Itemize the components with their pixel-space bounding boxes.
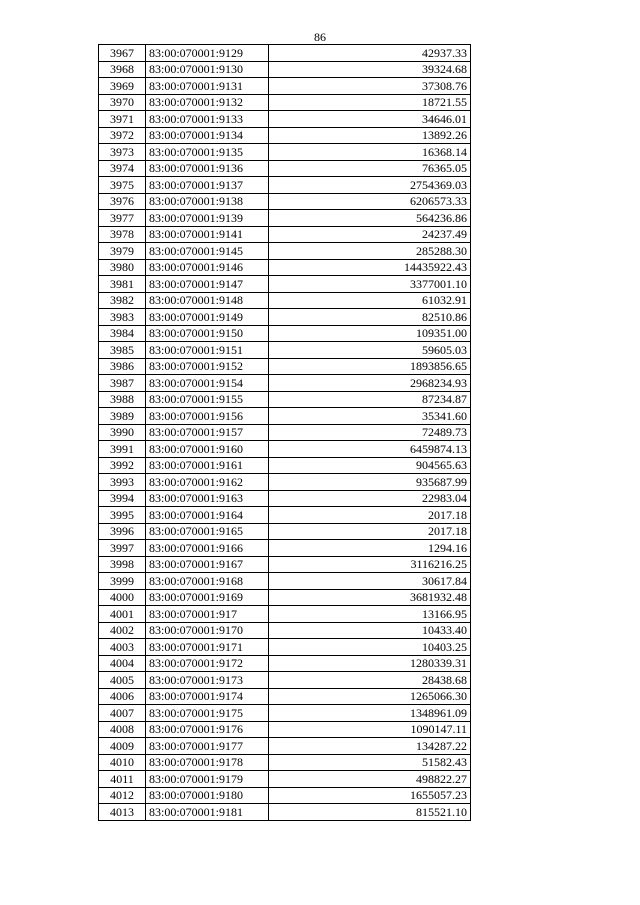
- value-cell: 6206573.33: [269, 193, 471, 210]
- table-row: [99, 738, 471, 755]
- row-number-cell: 3978: [99, 226, 146, 243]
- cadastral-number-cell: 83:00:070001:9168: [146, 573, 269, 590]
- row-number-cell: 3993: [99, 474, 146, 491]
- table-row: [99, 177, 471, 194]
- row-number-cell: 3988: [99, 391, 146, 408]
- value-cell: 37308.76: [269, 78, 471, 95]
- row-number-cell: 3983: [99, 309, 146, 326]
- table-row: [99, 540, 471, 557]
- value-cell: 34646.01: [269, 111, 471, 128]
- cadastral-number-cell: 83:00:070001:9137: [146, 177, 269, 194]
- table-row: [99, 721, 471, 738]
- row-number-cell: 3981: [99, 276, 146, 293]
- value-cell: 39324.68: [269, 61, 471, 78]
- cadastral-number-cell: 83:00:070001:9162: [146, 474, 269, 491]
- value-cell: 3116216.25: [269, 556, 471, 573]
- cadastral-number-cell: 83:00:070001:9157: [146, 424, 269, 441]
- value-cell: 2017.18: [269, 523, 471, 540]
- value-cell: 815521.10: [269, 804, 471, 821]
- cadastral-number-cell: 83:00:070001:9136: [146, 160, 269, 177]
- row-number-cell: 4002: [99, 622, 146, 639]
- table-row: [99, 672, 471, 689]
- table-row: [99, 688, 471, 705]
- row-number-cell: 3979: [99, 243, 146, 260]
- row-number-cell: 3969: [99, 78, 146, 95]
- value-cell: 61032.91: [269, 292, 471, 309]
- table-row: [99, 375, 471, 392]
- cadastral-number-cell: 83:00:070001:9165: [146, 523, 269, 540]
- cadastral-number-cell: 83:00:070001:9130: [146, 61, 269, 78]
- row-number-cell: 3972: [99, 127, 146, 144]
- table-row: [99, 771, 471, 788]
- row-number-cell: 3994: [99, 490, 146, 507]
- value-cell: 10433.40: [269, 622, 471, 639]
- value-cell: 109351.00: [269, 325, 471, 342]
- value-cell: 3681932.48: [269, 589, 471, 606]
- table-row: [99, 358, 471, 375]
- value-cell: 3377001.10: [269, 276, 471, 293]
- row-number-cell: 4009: [99, 738, 146, 755]
- table-row: [99, 127, 471, 144]
- row-number-cell: 3982: [99, 292, 146, 309]
- cadastral-number-cell: 83:00:070001:9141: [146, 226, 269, 243]
- table-row: [99, 655, 471, 672]
- row-number-cell: 4012: [99, 787, 146, 804]
- row-number-cell: 3975: [99, 177, 146, 194]
- cadastral-number-cell: 83:00:070001:9146: [146, 259, 269, 276]
- row-number-cell: 3971: [99, 111, 146, 128]
- table-row: [99, 292, 471, 309]
- row-number-cell: 4010: [99, 754, 146, 771]
- row-number-cell: 4008: [99, 721, 146, 738]
- cadastral-number-cell: 83:00:070001:9163: [146, 490, 269, 507]
- value-cell: 564236.86: [269, 210, 471, 227]
- cadastral-number-cell: 83:00:070001:9167: [146, 556, 269, 573]
- cadastral-number-cell: 83:00:070001:9155: [146, 391, 269, 408]
- table-row: [99, 193, 471, 210]
- cadastral-number-cell: 83:00:070001:9131: [146, 78, 269, 95]
- row-number-cell: 3998: [99, 556, 146, 573]
- cadastral-number-cell: 83:00:070001:9171: [146, 639, 269, 656]
- table-row: [99, 144, 471, 161]
- row-number-cell: 4004: [99, 655, 146, 672]
- row-number-cell: 4013: [99, 804, 146, 821]
- row-number-cell: 3970: [99, 94, 146, 111]
- table-row: [99, 507, 471, 524]
- cadastral-number-cell: 83:00:070001:9164: [146, 507, 269, 524]
- cadastral-number-cell: 83:00:070001:9149: [146, 309, 269, 326]
- cadastral-table: [98, 44, 471, 821]
- row-number-cell: 3967: [99, 45, 146, 62]
- row-number-cell: 4000: [99, 589, 146, 606]
- row-number-cell: 3980: [99, 259, 146, 276]
- value-cell: 72489.73: [269, 424, 471, 441]
- table-row: [99, 474, 471, 491]
- cadastral-number-cell: 83:00:070001:9132: [146, 94, 269, 111]
- table-row: [99, 61, 471, 78]
- table-row: [99, 391, 471, 408]
- cadastral-number-cell: 83:00:070001:9175: [146, 705, 269, 722]
- value-cell: 24237.49: [269, 226, 471, 243]
- row-number-cell: 3989: [99, 408, 146, 425]
- cadastral-number-cell: 83:00:070001:9152: [146, 358, 269, 375]
- value-cell: 1348961.09: [269, 705, 471, 722]
- table-row: [99, 309, 471, 326]
- table-row: [99, 754, 471, 771]
- page-number: 86: [314, 30, 326, 44]
- row-number-cell: 4006: [99, 688, 146, 705]
- row-number-cell: 3996: [99, 523, 146, 540]
- value-cell: 1265066.30: [269, 688, 471, 705]
- cadastral-number-cell: 83:00:070001:9138: [146, 193, 269, 210]
- row-number-cell: 3976: [99, 193, 146, 210]
- value-cell: 2017.18: [269, 507, 471, 524]
- cadastral-number-cell: 83:00:070001:9160: [146, 441, 269, 458]
- table-row: [99, 94, 471, 111]
- row-number-cell: 3995: [99, 507, 146, 524]
- value-cell: 35341.60: [269, 408, 471, 425]
- cadastral-number-cell: 83:00:070001:9129: [146, 45, 269, 62]
- cadastral-number-cell: 83:00:070001:9169: [146, 589, 269, 606]
- cadastral-number-cell: 83:00:070001:9154: [146, 375, 269, 392]
- table-row: [99, 441, 471, 458]
- table-row: [99, 606, 471, 623]
- cadastral-number-cell: 83:00:070001:9166: [146, 540, 269, 557]
- table-row: [99, 523, 471, 540]
- table-row: [99, 45, 471, 62]
- value-cell: 13166.95: [269, 606, 471, 623]
- cadastral-number-cell: 83:00:070001:9179: [146, 771, 269, 788]
- value-cell: 30617.84: [269, 573, 471, 590]
- cadastral-number-cell: 83:00:070001:9135: [146, 144, 269, 161]
- table-row: [99, 276, 471, 293]
- value-cell: 16368.14: [269, 144, 471, 161]
- row-number-cell: 4007: [99, 705, 146, 722]
- value-cell: 87234.87: [269, 391, 471, 408]
- cadastral-number-cell: 83:00:070001:9145: [146, 243, 269, 260]
- row-number-cell: 3986: [99, 358, 146, 375]
- value-cell: 1280339.31: [269, 655, 471, 672]
- table-row: [99, 160, 471, 177]
- row-number-cell: 3984: [99, 325, 146, 342]
- value-cell: 51582.43: [269, 754, 471, 771]
- cadastral-number-cell: 83:00:070001:9156: [146, 408, 269, 425]
- row-number-cell: 4005: [99, 672, 146, 689]
- table-row: [99, 424, 471, 441]
- row-number-cell: 4003: [99, 639, 146, 656]
- value-cell: 904565.63: [269, 457, 471, 474]
- table-row: [99, 111, 471, 128]
- row-number-cell: 3992: [99, 457, 146, 474]
- cadastral-number-cell: 83:00:070001:917: [146, 606, 269, 623]
- table-row: [99, 408, 471, 425]
- table-row: [99, 573, 471, 590]
- cadastral-number-cell: 83:00:070001:9133: [146, 111, 269, 128]
- cadastral-number-cell: 83:00:070001:9172: [146, 655, 269, 672]
- value-cell: 59605.03: [269, 342, 471, 359]
- value-cell: 134287.22: [269, 738, 471, 755]
- row-number-cell: 3968: [99, 61, 146, 78]
- table-row: [99, 622, 471, 639]
- table-row: [99, 639, 471, 656]
- value-cell: 18721.55: [269, 94, 471, 111]
- cadastral-number-cell: 83:00:070001:9174: [146, 688, 269, 705]
- row-number-cell: 3999: [99, 573, 146, 590]
- cadastral-number-cell: 83:00:070001:9161: [146, 457, 269, 474]
- table-row: [99, 705, 471, 722]
- table-row: [99, 556, 471, 573]
- table-row: [99, 210, 471, 227]
- value-cell: 1655057.23: [269, 787, 471, 804]
- cadastral-number-cell: 83:00:070001:9180: [146, 787, 269, 804]
- table-row: [99, 457, 471, 474]
- cadastral-number-cell: 83:00:070001:9134: [146, 127, 269, 144]
- value-cell: 2754369.03: [269, 177, 471, 194]
- table-row: [99, 787, 471, 804]
- value-cell: 10403.25: [269, 639, 471, 656]
- row-number-cell: 3991: [99, 441, 146, 458]
- cadastral-number-cell: 83:00:070001:9173: [146, 672, 269, 689]
- cadastral-number-cell: 83:00:070001:9178: [146, 754, 269, 771]
- cadastral-number-cell: 83:00:070001:9176: [146, 721, 269, 738]
- row-number-cell: 3973: [99, 144, 146, 161]
- table-row: [99, 589, 471, 606]
- table-row: [99, 259, 471, 276]
- table-row: [99, 342, 471, 359]
- value-cell: 82510.86: [269, 309, 471, 326]
- value-cell: 285288.30: [269, 243, 471, 260]
- value-cell: 42937.33: [269, 45, 471, 62]
- cadastral-number-cell: 83:00:070001:9150: [146, 325, 269, 342]
- value-cell: 1090147.11: [269, 721, 471, 738]
- cadastral-number-cell: 83:00:070001:9148: [146, 292, 269, 309]
- table-row: [99, 490, 471, 507]
- value-cell: 6459874.13: [269, 441, 471, 458]
- value-cell: 13892.26: [269, 127, 471, 144]
- cadastral-number-cell: 83:00:070001:9151: [146, 342, 269, 359]
- value-cell: 935687.99: [269, 474, 471, 491]
- value-cell: 14435922.43: [269, 259, 471, 276]
- row-number-cell: 3990: [99, 424, 146, 441]
- value-cell: 498822.27: [269, 771, 471, 788]
- cadastral-number-cell: 83:00:070001:9181: [146, 804, 269, 821]
- cadastral-number-cell: 83:00:070001:9147: [146, 276, 269, 293]
- value-cell: 28438.68: [269, 672, 471, 689]
- row-number-cell: 3997: [99, 540, 146, 557]
- value-cell: 22983.04: [269, 490, 471, 507]
- cadastral-number-cell: 83:00:070001:9170: [146, 622, 269, 639]
- row-number-cell: 4011: [99, 771, 146, 788]
- row-number-cell: 4001: [99, 606, 146, 623]
- table-body: [99, 45, 471, 821]
- row-number-cell: 3977: [99, 210, 146, 227]
- table-row: [99, 325, 471, 342]
- cadastral-number-cell: 83:00:070001:9139: [146, 210, 269, 227]
- table-row: [99, 243, 471, 260]
- cadastral-number-cell: 83:00:070001:9177: [146, 738, 269, 755]
- row-number-cell: 3974: [99, 160, 146, 177]
- row-number-cell: 3985: [99, 342, 146, 359]
- table-row: [99, 78, 471, 95]
- value-cell: 1893856.65: [269, 358, 471, 375]
- value-cell: 1294.16: [269, 540, 471, 557]
- value-cell: 2968234.93: [269, 375, 471, 392]
- table-row: [99, 804, 471, 821]
- row-number-cell: 3987: [99, 375, 146, 392]
- value-cell: 76365.05: [269, 160, 471, 177]
- table-row: [99, 226, 471, 243]
